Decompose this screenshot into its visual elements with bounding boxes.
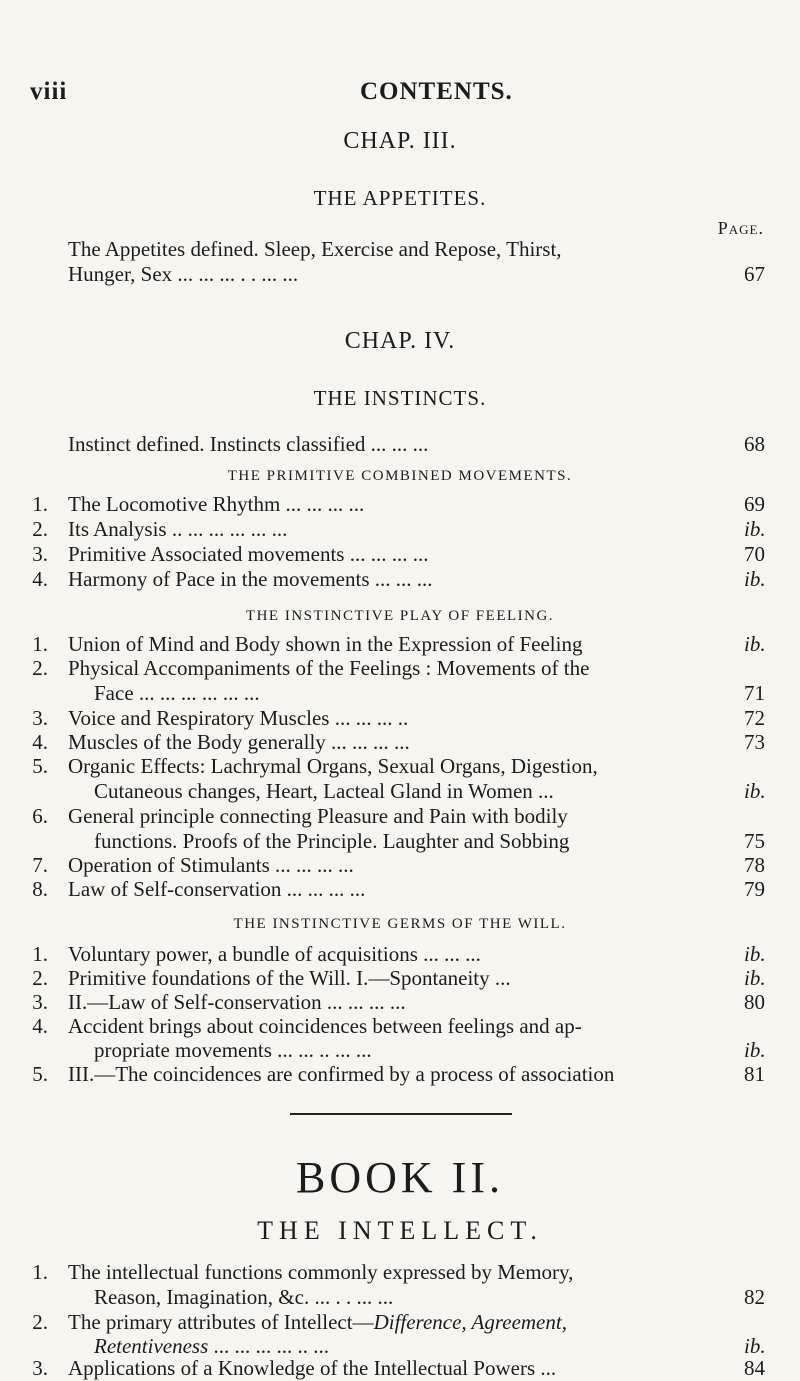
entry-text	[68, 1310, 567, 1335]
toc-page-ref: ib.	[744, 1038, 766, 1062]
entry-number: 2.	[32, 656, 48, 680]
entry-number: 2.	[32, 1310, 48, 1334]
entry-text: The Locomotive Rhythm ... ... ... ...	[68, 492, 365, 516]
entry-text: Its Analysis .. ... ... ... ... ...	[68, 517, 288, 541]
entry-number: 8.	[32, 877, 48, 901]
running-title: CONTENTS.	[360, 78, 513, 105]
entry-text-plain: The primary attributes of Intellect—	[68, 1310, 374, 1334]
toc-entry-line: Hunger, Sex ... ... ... . . ... ...	[68, 262, 299, 286]
entry-text-italic: Difference, Agreement,	[373, 1310, 567, 1334]
chapter-subheading: THE INSTINCTS.	[313, 386, 487, 410]
entry-text: Voice and Respiratory Muscles ... ... ... ..	[68, 706, 409, 730]
entry-number: 5.	[32, 1062, 48, 1086]
entry-number: 3.	[32, 706, 48, 730]
section-heading: THE INSTINCTIVE GERMS OF THE WILL.	[233, 916, 567, 932]
toc-page-ref: 82	[744, 1285, 765, 1309]
entry-text: Harmony of Pace in the movements ... ... ...	[68, 567, 433, 591]
entry-text-continued: Reason, Imagination, &c. ... . . ... ...	[94, 1285, 394, 1309]
entry-number: 2.	[32, 966, 48, 990]
toc-page-ref: ib.	[744, 1334, 766, 1358]
entry-number: 4.	[32, 1014, 48, 1038]
entry-text: Law of Self-conservation ... ... ... ...	[68, 877, 366, 901]
entry-number: 1.	[32, 492, 48, 516]
toc-entry-line: The Appetites defined. Sleep, Exercise and Repose, Thirst,	[68, 237, 562, 261]
section-divider-rule	[290, 1113, 512, 1115]
toc-page-ref: 68	[744, 432, 765, 456]
page-column-label: Page.	[717, 218, 764, 238]
toc-page-ref: 69	[744, 492, 765, 516]
toc-page-ref: ib.	[744, 942, 766, 966]
entry-number: 5.	[32, 754, 48, 778]
entry-number: 7.	[32, 853, 48, 877]
entry-number: 3.	[32, 542, 48, 566]
entry-number: 2.	[32, 517, 48, 541]
entry-leader-dots: ... ... ... ... .. ...	[208, 1334, 330, 1358]
entry-text: Union of Mind and Body shown in the Expression of Feeling	[68, 632, 583, 656]
entry-text: Accident brings about coincidences between feelings and ap-	[68, 1014, 582, 1038]
toc-page-ref: 70	[744, 542, 765, 566]
entry-number: 1.	[32, 632, 48, 656]
toc-page-ref: 79	[744, 877, 765, 901]
entry-text: Physical Accompaniments of the Feelings : Movements of the	[68, 656, 590, 680]
entry-text: Organic Effects: Lachrymal Organs, Sexual Organs, Digestion,	[68, 754, 598, 778]
page-number: viii	[30, 78, 68, 105]
toc-page-ref: 81	[744, 1062, 765, 1086]
entry-number: 1.	[32, 942, 48, 966]
entry-text-continued: Cutaneous changes, Heart, Lacteal Gland in Women ...	[94, 779, 554, 803]
entry-text: Operation of Stimulants ... ... ... ...	[68, 853, 354, 877]
toc-page-ref: 67	[744, 262, 765, 286]
toc-page-ref: ib.	[744, 966, 766, 990]
entry-number: 1.	[32, 1260, 48, 1284]
entry-text-continued: functions. Proofs of the Principle. Laughter and Sobbing	[94, 829, 570, 853]
toc-page-ref: 84	[744, 1356, 765, 1380]
entry-number: 6.	[32, 804, 48, 828]
toc-entry-line: Instinct defined. Instincts classified ... ... ...	[68, 432, 429, 456]
toc-page-ref: 80	[744, 990, 765, 1014]
chapter-heading: CHAP. IV.	[344, 328, 456, 354]
toc-page-ref: ib.	[744, 632, 766, 656]
entry-text: II.—Law of Self-conservation ... ... ... ...	[68, 990, 406, 1014]
entry-text: General principle connecting Pleasure and Pain with bodily	[68, 804, 568, 828]
entry-text-continued: Face ... ... ... ... ... ...	[94, 681, 260, 705]
section-heading: THE PRIMITIVE COMBINED MOVEMENTS.	[227, 468, 573, 484]
entry-text: Primitive Associated movements ... ... ... ...	[68, 542, 429, 566]
entry-text: Applications of a Knowledge of the Intellectual Powers ...	[68, 1356, 557, 1380]
entry-number: 3.	[32, 1356, 48, 1380]
toc-page-ref: 73	[744, 730, 765, 754]
entry-number: 3.	[32, 990, 48, 1014]
entry-number: 4.	[32, 730, 48, 754]
entry-text: Voluntary power, a bundle of acquisitions ... ... ...	[68, 942, 481, 966]
toc-page-ref: 72	[744, 706, 765, 730]
entry-number: 4.	[32, 567, 48, 591]
entry-text: The intellectual functions commonly expressed by Memory,	[68, 1260, 574, 1284]
toc-page-ref: ib.	[744, 567, 766, 591]
toc-page-ref: ib.	[744, 517, 766, 541]
entry-text: Muscles of the Body generally ... ... ... ...	[68, 730, 410, 754]
entry-text-italic: Retentiveness	[94, 1334, 209, 1358]
entry-text-continued: propriate movements ... ... .. ... ...	[94, 1038, 372, 1062]
toc-page-ref: ib.	[744, 779, 766, 803]
toc-page-ref: 78	[744, 853, 765, 877]
chapter-subheading: THE APPETITES.	[313, 186, 487, 210]
book-heading: BOOK II.	[296, 1153, 504, 1202]
book-subheading: THE INTELLECT.	[257, 1216, 543, 1245]
entry-text: III.—The coincidences are confirmed by a process of association	[68, 1062, 615, 1086]
section-heading: THE INSTINCTIVE PLAY OF FEELING.	[245, 608, 555, 624]
toc-page-ref: 75	[744, 829, 765, 853]
chapter-heading: CHAP. III.	[343, 128, 457, 154]
toc-page-ref: 71	[744, 681, 765, 705]
entry-text: Primitive foundations of the Will. I.—Spontaneity ...	[68, 966, 511, 990]
